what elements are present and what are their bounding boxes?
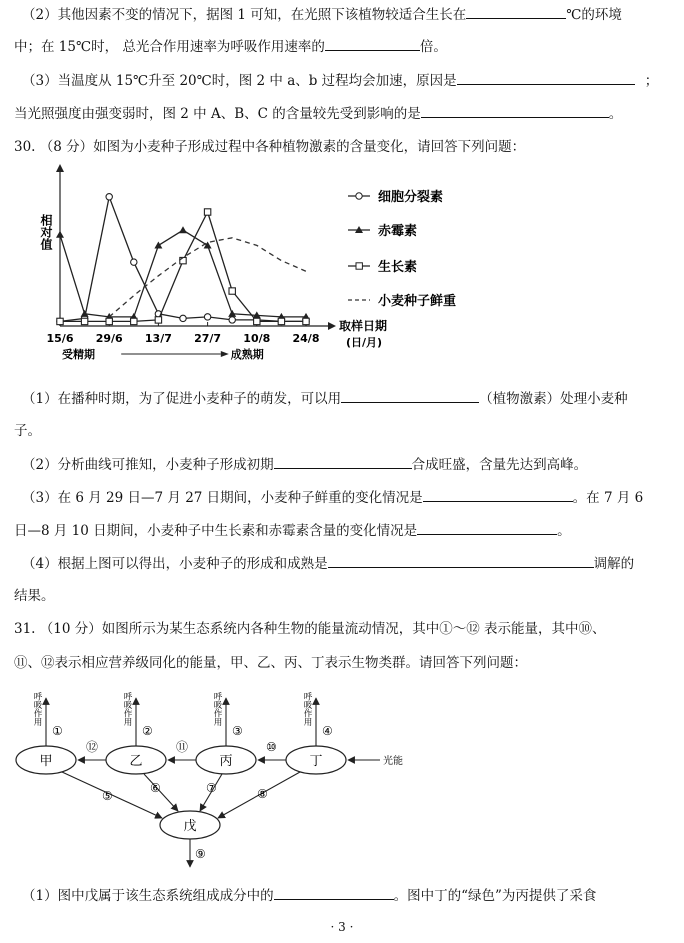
node-jia: 甲: [39, 754, 53, 769]
q29-p3-text-c: 。: [608, 106, 623, 122]
q30-p1-text-a: （1）在播种时期，为了促进小麦种子的萌发，可以用: [22, 391, 342, 407]
q29-p3-text-a: （3）当温度从 15℃升至 20℃时，图 2 中 a、b 过程均会加速，原因是: [22, 73, 457, 89]
point-auxin: [278, 318, 284, 324]
q31-stem-line2: ⑪、⑫表示相应营养级同化的能量，甲、乙、丙、丁表示生物类群。请回答下列问题：: [14, 655, 527, 671]
q30-p2-text-a: （2）分析曲线可推知，小麦种子形成初期: [22, 457, 274, 473]
stage-arrow-head: [221, 351, 229, 357]
node-yi: 乙: [129, 754, 143, 769]
q31-stem-line1: 31. （10 分）如图所示为某生态系统内各种生物的能量流动情况，其中①～⑫ 表示能量，其中⑩、: [14, 621, 606, 637]
point-auxin: [131, 318, 137, 324]
node-wu: 戊: [183, 819, 197, 834]
point-gibberellin: [154, 241, 162, 248]
point-auxin: [229, 288, 235, 294]
node-bing: 丙: [219, 754, 233, 769]
q30-p1-text-b: （植物激素）处理小麦种: [479, 391, 628, 407]
q29-p3-line2: [14, 103, 674, 124]
q30-p4-line2: 结果。: [14, 588, 55, 604]
q29-p2-text-c: 倍。: [419, 39, 447, 55]
q31-energy-diagram: [0, 684, 684, 879]
down-num-7: ⑦: [206, 781, 217, 795]
q30-p3-line1: [22, 487, 674, 508]
q29-p3-line1: [22, 70, 674, 91]
q31-p1-text-a: （1）图中戊属于该生态系统组成成分中的: [22, 888, 274, 904]
q30-blank-change[interactable]: [417, 520, 557, 535]
q29-p3-semi: ；: [644, 73, 659, 89]
legend-marker-0: [356, 193, 362, 199]
point-gibberellin: [56, 231, 64, 238]
y-axis-label: 相对值: [39, 214, 53, 250]
flow-num-12: ⑫: [86, 740, 99, 754]
point-gibberellin: [81, 310, 89, 317]
point-auxin: [106, 318, 112, 324]
x-tick-label: 13/7: [144, 332, 172, 345]
out-num-9: ⑨: [195, 847, 206, 861]
stage-label-maturity: 成熟期: [230, 348, 264, 361]
x-tick-label: 10/8: [243, 332, 271, 345]
point-auxin: [254, 318, 260, 324]
q30-blank-hormone[interactable]: [341, 388, 479, 403]
point-cytokinin: [180, 315, 186, 321]
x-tick-label: 29/6: [95, 332, 123, 345]
x-axis-arrow: [328, 322, 336, 330]
q29-blank-abc[interactable]: [421, 103, 609, 118]
series-line-1: [60, 230, 306, 317]
resp-label-ding: 呼吸作用: [302, 692, 312, 726]
legend-label-1: 赤霉素: [378, 224, 418, 239]
point-auxin: [81, 318, 87, 324]
q29-blank-temp[interactable]: [466, 4, 566, 19]
point-cytokinin: [106, 194, 112, 200]
q30-hormone-chart: [0, 162, 684, 377]
legend-marker-2: [356, 263, 362, 269]
point-auxin: [57, 318, 63, 324]
q29-blank-reason[interactable]: [457, 70, 635, 85]
q30-stem: 30. （8 分）如图为小麦种子形成过程中各种植物激素的含量变化，请回答下列问题：: [14, 139, 526, 155]
q31-p1-text-b: 。图中丁的“绿色”为丙提供了采食: [393, 888, 597, 904]
q31-blank-component[interactable]: [274, 885, 394, 900]
q31-p1-line: [22, 885, 674, 906]
q29-p3-text-b: 当光照强度由强变弱时，图 2 中 A、B、C 的含量较先受到影响的是: [14, 106, 421, 122]
down-num-8: ⑧: [257, 787, 268, 801]
q30-blank-weight[interactable]: [423, 487, 573, 502]
point-cytokinin: [204, 314, 210, 320]
x-axis-unit: (日/月): [346, 336, 383, 349]
node-ding: 丁: [309, 754, 323, 769]
q30-p1-line2: 子。: [14, 423, 41, 439]
resp-label-bing: 呼吸作用: [212, 692, 222, 726]
flow-num-10: ⑩: [266, 740, 277, 754]
q30-p3-text-d: 。: [557, 523, 571, 539]
stage-label-fertilization: 受精期: [62, 348, 95, 361]
q30-p2-line: [22, 454, 674, 475]
point-auxin: [303, 318, 309, 324]
resp-label-jia: 呼吸作用: [32, 692, 42, 726]
x-tick-label: 24/8: [292, 332, 320, 345]
point-cytokinin: [131, 259, 137, 265]
q29-p2-unit: ℃的环境: [566, 7, 622, 23]
resp-num-1: ①: [52, 724, 63, 738]
q29-blank-ratio[interactable]: [325, 36, 420, 51]
q30-p3-text-c: 日—8 月 10 日期间，小麦种子中生长素和赤霉素含量的变化情况是: [14, 523, 418, 539]
q30-p3-text-b: 。在 7 月 6: [572, 490, 644, 506]
light-energy-label: 光能: [383, 756, 403, 767]
resp-label-yi: 呼吸作用: [122, 692, 132, 726]
q30-p2-text-b: 合成旺盛，含量先达到高峰。: [411, 457, 588, 473]
q30-p3-line2: [14, 520, 674, 541]
down-num-5: ⑤: [102, 789, 113, 803]
legend-label-0: 细胞分裂素: [378, 190, 444, 205]
x-axis-label: 取样日期: [339, 319, 388, 333]
q30-p4-text-a: （4）根据上图可以得出，小麦种子的形成和成熟是: [22, 556, 328, 572]
down-num-6: ⑥: [150, 781, 161, 795]
q30-blank-regulation[interactable]: [328, 553, 594, 568]
page-number: · 3 ·: [330, 920, 354, 934]
legend-label-2: 生长素: [378, 260, 418, 275]
q30-p4-text-b: 调解的: [593, 556, 635, 572]
q29-p2-line1: [22, 4, 674, 25]
q30-blank-early[interactable]: [274, 454, 412, 469]
y-axis-arrow: [56, 164, 64, 172]
legend-label-3: 小麦种子鲜重: [378, 294, 457, 309]
resp-num-2: ②: [142, 724, 153, 738]
point-auxin: [155, 317, 161, 323]
q29-p2-line2: [14, 36, 674, 57]
point-gibberellin: [179, 226, 187, 233]
x-tick-label: 15/6: [46, 332, 74, 345]
q29-p2-text-a: （2）其他因素不变的情况下，据图 1 可知，在光照下该植物较适合生长在: [22, 7, 467, 23]
resp-num-4: ④: [322, 724, 333, 738]
q30-p3-text-a: （3）在 6 月 29 日—7 月 27 日期间，小麦种子鲜重的变化情况是: [22, 490, 423, 506]
q30-p4-line1: [22, 553, 674, 574]
point-auxin: [204, 209, 210, 215]
x-tick-label: 27/7: [194, 332, 222, 345]
q30-p1-line1: [22, 388, 674, 409]
point-cytokinin: [229, 317, 235, 323]
series-line-3: [109, 238, 306, 317]
flow-num-11: ⑪: [176, 740, 189, 754]
q29-p2-text-b: 中；在 15℃时， 总光合作用速率为呼吸作用速率的: [14, 39, 325, 55]
resp-num-3: ③: [232, 724, 243, 738]
